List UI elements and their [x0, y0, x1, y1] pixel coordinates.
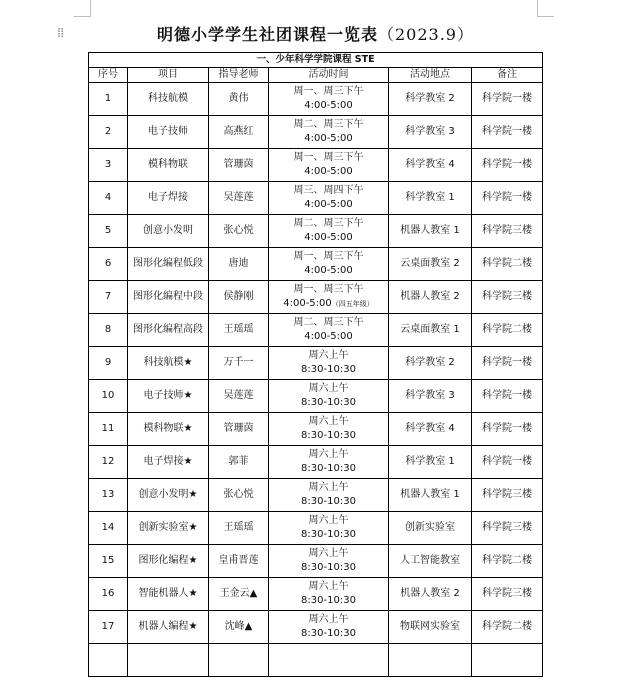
time-hours-text: 8:30-10:30	[301, 397, 356, 408]
cell-note: 科学院二楼	[472, 545, 543, 578]
table-row	[89, 611, 543, 644]
cell-place: 科学教室 1	[389, 182, 472, 215]
cell-no: 11	[89, 413, 128, 446]
time-days: 周二、周三下午	[293, 317, 364, 328]
cell-project: 图形化编程★	[128, 545, 209, 578]
cell-note: 科学院三楼	[472, 479, 543, 512]
table-row	[89, 149, 543, 182]
cell-place: 科学教室 2	[389, 347, 472, 380]
time-hours	[269, 495, 388, 509]
cell-project: 科技航模★	[128, 347, 209, 380]
cell-note: 科学院一楼	[472, 347, 543, 380]
cell-place: 创新实验室	[389, 512, 472, 545]
cell-place: 云桌面教室 2	[389, 248, 472, 281]
time-hours-text: 4:00-5:00	[304, 232, 353, 243]
time-hours	[269, 330, 388, 344]
time-hours-text: 4:00-5:00	[304, 331, 353, 342]
page-corner-mark	[537, 0, 554, 17]
cell-note: 科学院二楼	[472, 314, 543, 347]
cell-project: 电子技师	[128, 116, 209, 149]
time-days: 周六上午	[308, 482, 349, 493]
cell-project: 创意小发明★	[128, 479, 209, 512]
cell-project: 创新实验室★	[128, 512, 209, 545]
time-grade-note: （四五年级）	[331, 300, 374, 308]
table-row	[89, 116, 543, 149]
time-hours	[269, 462, 388, 476]
time-hours-text: 8:30-10:30	[301, 595, 356, 606]
cell-time	[269, 413, 389, 446]
header-place: 活动地点	[389, 68, 472, 83]
table-move-handle-icon[interactable]: ⁞⁞	[57, 26, 64, 41]
time-hours-text: 8:30-10:30	[301, 496, 356, 507]
cell-note: 科学院二楼	[472, 248, 543, 281]
time-days: 周六上午	[308, 581, 349, 592]
empty-cell[interactable]	[209, 644, 269, 677]
cell-teacher: 唐迪	[209, 248, 269, 281]
cell-place: 科学教室 4	[389, 413, 472, 446]
page-corner-mark	[74, 0, 91, 17]
cell-note: 科学院一楼	[472, 116, 543, 149]
cell-time	[269, 611, 389, 644]
cell-note: 科学院三楼	[472, 281, 543, 314]
cell-teacher: 万千一	[209, 347, 269, 380]
cell-teacher: 沈峰▲	[209, 611, 269, 644]
course-table	[88, 52, 543, 677]
empty-cell[interactable]	[89, 644, 128, 677]
table-row	[89, 281, 543, 314]
table-row	[89, 215, 543, 248]
cell-no: 1	[89, 83, 128, 116]
time-hours	[269, 165, 388, 179]
cell-place: 科学教室 4	[389, 149, 472, 182]
cell-time	[269, 578, 389, 611]
cell-note: 科学院三楼	[472, 512, 543, 545]
cell-note: 科学院二楼	[472, 611, 543, 644]
cell-project: 图形化编程中段	[128, 281, 209, 314]
time-hours-text: 8:30-10:30	[301, 364, 356, 375]
cell-project: 科技航模	[128, 83, 209, 116]
time-days: 周六上午	[308, 614, 349, 625]
time-hours	[269, 231, 388, 245]
time-hours-text: 4:00-5:00	[304, 166, 353, 177]
section-heading: 一、少年科学学院课程 STE	[89, 53, 543, 68]
cell-teacher: 张心悦	[209, 479, 269, 512]
time-hours-text: 8:30-10:30	[301, 430, 356, 441]
cell-time	[269, 380, 389, 413]
time-hours	[269, 264, 388, 278]
cell-note: 科学院一楼	[472, 83, 543, 116]
cell-no: 12	[89, 446, 128, 479]
time-hours-text: 4:00-5:00	[304, 265, 353, 276]
cell-no: 15	[89, 545, 128, 578]
time-days: 周一、周三下午	[293, 284, 364, 295]
time-hours	[269, 99, 388, 113]
cell-time	[269, 149, 389, 182]
cell-place: 机器人教室 1	[389, 479, 472, 512]
cell-teacher: 侯静刚	[209, 281, 269, 314]
cell-place: 机器人教室 2	[389, 281, 472, 314]
time-hours	[269, 363, 388, 377]
header-note: 备注	[472, 68, 543, 83]
time-days: 周二、周三下午	[293, 119, 364, 130]
cell-time	[269, 215, 389, 248]
time-hours	[269, 528, 388, 542]
empty-row	[89, 644, 543, 677]
table-row	[89, 182, 543, 215]
cell-note: 科学院一楼	[472, 380, 543, 413]
cell-place: 物联网实验室	[389, 611, 472, 644]
cell-note: 科学院一楼	[472, 149, 543, 182]
cell-project: 机器人编程★	[128, 611, 209, 644]
cell-place: 人工智能教室	[389, 545, 472, 578]
cell-note: 科学院三楼	[472, 215, 543, 248]
cell-no: 16	[89, 578, 128, 611]
table-row	[89, 413, 543, 446]
cell-place: 机器人教室 2	[389, 578, 472, 611]
time-days: 周一、周三下午	[293, 251, 364, 262]
time-hours-text: 4:00-5:00	[283, 298, 332, 309]
cell-project: 图形化编程低段	[128, 248, 209, 281]
cell-time	[269, 545, 389, 578]
cell-note: 科学院一楼	[472, 182, 543, 215]
time-days: 周二、周三下午	[293, 218, 364, 229]
header-teacher: 指导老师	[209, 68, 269, 83]
empty-cell[interactable]	[389, 644, 472, 677]
cell-note: 科学院一楼	[472, 446, 543, 479]
empty-cell[interactable]	[269, 644, 389, 677]
time-hours	[269, 297, 388, 311]
cell-teacher: 张心悦	[209, 215, 269, 248]
cell-no: 3	[89, 149, 128, 182]
cell-time	[269, 479, 389, 512]
time-days: 周一、周三下午	[293, 152, 364, 163]
table-row	[89, 512, 543, 545]
cell-no: 8	[89, 314, 128, 347]
cell-teacher: 高燕红	[209, 116, 269, 149]
time-hours	[269, 594, 388, 608]
cell-project: 模科物联★	[128, 413, 209, 446]
time-days: 周六上午	[308, 383, 349, 394]
time-days: 周六上午	[308, 449, 349, 460]
cell-teacher: 吴莲莲	[209, 182, 269, 215]
empty-cell[interactable]	[128, 644, 209, 677]
table-row	[89, 479, 543, 512]
cell-no: 9	[89, 347, 128, 380]
cell-no: 2	[89, 116, 128, 149]
cell-no: 6	[89, 248, 128, 281]
time-hours-text: 8:30-10:30	[301, 562, 356, 573]
time-days: 周六上午	[308, 416, 349, 427]
cell-no: 13	[89, 479, 128, 512]
time-days: 周六上午	[308, 515, 349, 526]
cell-note: 科学院一楼	[472, 413, 543, 446]
document-title	[0, 22, 631, 45]
time-hours	[269, 132, 388, 146]
empty-cell[interactable]	[472, 644, 543, 677]
time-hours-text: 4:00-5:00	[304, 100, 353, 111]
table-row	[89, 83, 543, 116]
cell-project: 创意小发明	[128, 215, 209, 248]
cell-time	[269, 182, 389, 215]
cell-place: 科学教室 3	[389, 380, 472, 413]
table-row	[89, 545, 543, 578]
cell-place: 机器人教室 1	[389, 215, 472, 248]
cell-project: 电子焊接	[128, 182, 209, 215]
time-days: 周六上午	[308, 350, 349, 361]
title-year: （2023.9）	[378, 25, 474, 44]
cell-teacher: 黄伟	[209, 83, 269, 116]
table-row	[89, 314, 543, 347]
cell-project: 图形化编程高段	[128, 314, 209, 347]
cell-note: 科学院三楼	[472, 578, 543, 611]
time-hours	[269, 429, 388, 443]
title-text: 明德小学学生社团课程一览表	[156, 25, 378, 44]
cell-place: 云桌面教室 1	[389, 314, 472, 347]
cell-time	[269, 83, 389, 116]
cell-place: 科学教室 2	[389, 83, 472, 116]
cell-time	[269, 347, 389, 380]
cell-teacher: 王金云▲	[209, 578, 269, 611]
table-row	[89, 578, 543, 611]
cell-project: 电子技师★	[128, 380, 209, 413]
time-hours-text: 4:00-5:00	[304, 133, 353, 144]
cell-teacher: 郭菲	[209, 446, 269, 479]
time-hours-text: 8:30-10:30	[301, 628, 356, 639]
cell-no: 17	[89, 611, 128, 644]
header-no: 序号	[89, 68, 128, 83]
time-hours	[269, 627, 388, 641]
cell-no: 10	[89, 380, 128, 413]
cell-no: 4	[89, 182, 128, 215]
cell-project: 模科物联	[128, 149, 209, 182]
cell-teacher: 王瑶瑶	[209, 314, 269, 347]
cell-teacher: 管珊茵	[209, 149, 269, 182]
table-row	[89, 380, 543, 413]
cell-time	[269, 446, 389, 479]
cell-time	[269, 116, 389, 149]
cell-project: 电子焊接★	[128, 446, 209, 479]
time-days: 周六上午	[308, 548, 349, 559]
cell-time	[269, 512, 389, 545]
table-row	[89, 446, 543, 479]
cell-time	[269, 314, 389, 347]
time-hours	[269, 198, 388, 212]
cell-teacher: 管珊茵	[209, 413, 269, 446]
cell-teacher: 皇甫晋莲	[209, 545, 269, 578]
cell-project: 智能机器人★	[128, 578, 209, 611]
cell-time	[269, 248, 389, 281]
cell-no: 7	[89, 281, 128, 314]
time-hours	[269, 561, 388, 575]
cell-no: 14	[89, 512, 128, 545]
cell-no: 5	[89, 215, 128, 248]
header-time: 活动时间	[269, 68, 389, 83]
cell-place: 科学教室 3	[389, 116, 472, 149]
time-days: 周三、周四下午	[293, 185, 364, 196]
time-hours-text: 8:30-10:30	[301, 529, 356, 540]
table-row	[89, 248, 543, 281]
time-hours-text: 4:00-5:00	[304, 199, 353, 210]
cell-time	[269, 281, 389, 314]
table-row	[89, 347, 543, 380]
cell-place: 科学教室 1	[389, 446, 472, 479]
cell-teacher: 吴莲莲	[209, 380, 269, 413]
time-hours-text: 8:30-10:30	[301, 463, 356, 474]
time-days: 周一、周三下午	[293, 86, 364, 97]
time-hours	[269, 396, 388, 410]
cell-teacher: 王瑶瑶	[209, 512, 269, 545]
header-project: 项目	[128, 68, 209, 83]
